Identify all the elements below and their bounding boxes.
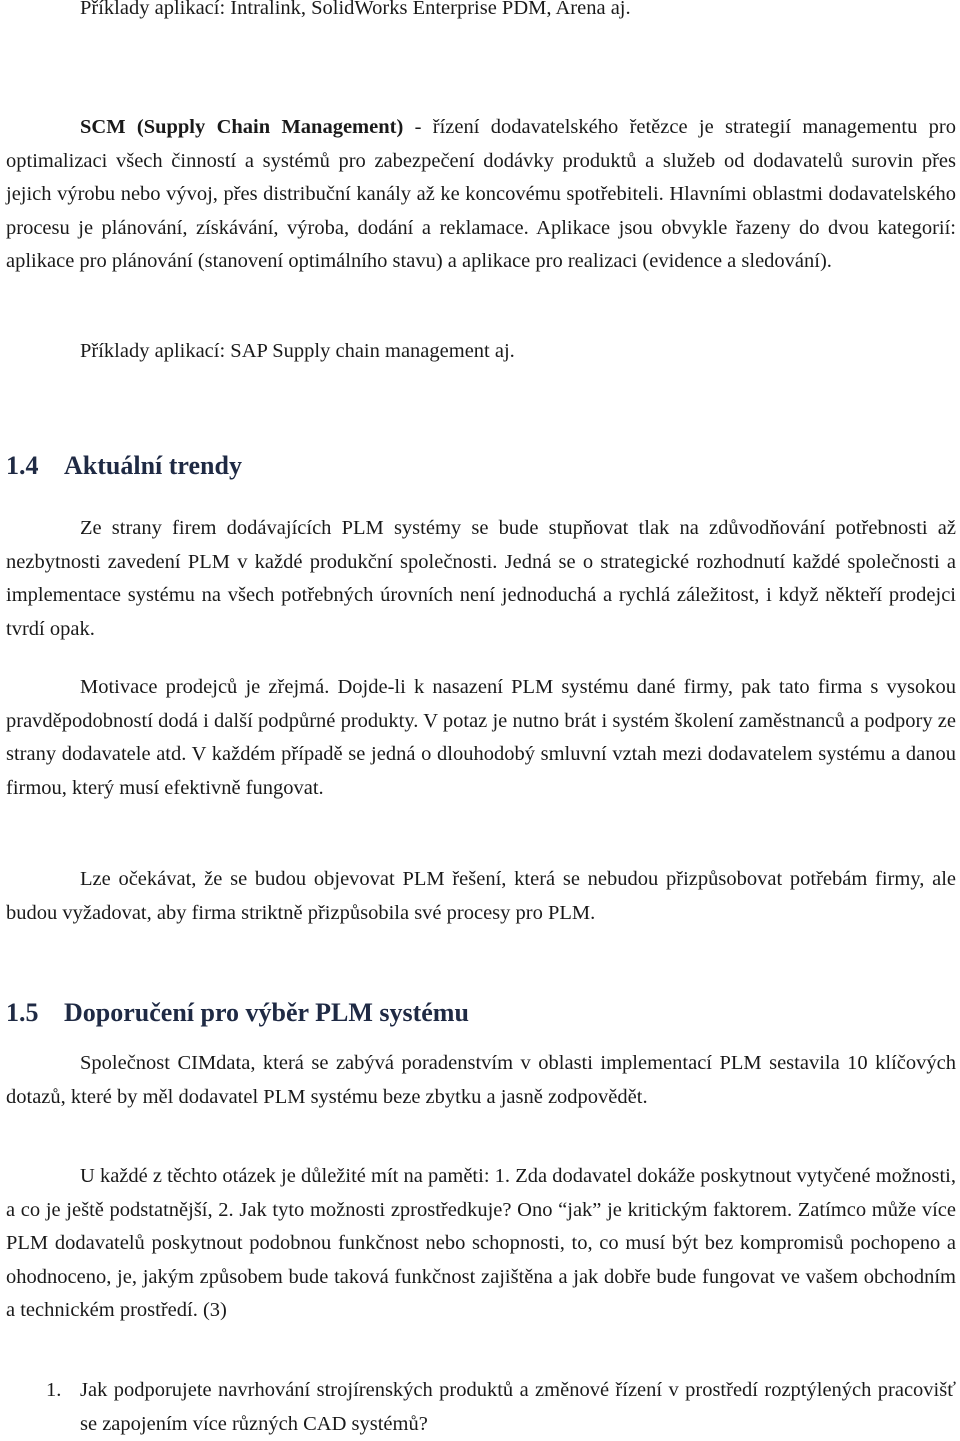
paragraph-trend-3: Lze očekávat, že se budou objevovat PLM řešení, která se nebudou přizpůsobovat potřebám firmy, ale budou vyžadovat, aby firma striktně přizpůsobila své procesy pro PLM. [6,868,956,924]
paragraph-scm [6,111,956,279]
heading-title: Aktuální trendy [64,451,242,480]
paragraph-trend-1: Ze strany firem dodávajících PLM systémy se bude stupňovat tlak na zdůvodňování potřebnosti až nezbytnosti zavedení PLM v každé produkční společnosti. Jedná se o strategické rozhodnutí každé společnosti a implementace systému na všech potřebných úrovních není jednoduchá a rychlá záležitost, i když někteří prodejci tvrdí opak. [6,517,956,640]
heading-number: 1.5 [6,998,39,1027]
heading-number: 1.4 [6,451,39,480]
list-item-text: Jak podporujete navrhování strojírenských produktů a změnové řízení v prostředí rozptýlených pracovišť se zapojením více různých CAD systémů? [80,1379,956,1435]
list-item [6,1374,956,1441]
paragraph-scm-examples: Příklady aplikací: SAP Supply chain management aj. [80,340,515,362]
list-item-number: 1. [46,1379,62,1401]
scm-term: SCM (Supply Chain Management) [80,116,404,138]
paragraph-recommendation-2: U každé z těchto otázek je důležité mít na paměti: 1. Zda dodavatel dokáže poskytnout vytyčené možnosti, a co je ještě podstatnější, 2. Jak tyto možnosti zprostředkuje? Ono “jak” je kritickým faktorem. Zatímco může více PLM dodavatelů poskytnout podobnou funkčnost nebo schopnosti, to, co musí být bez kompromisů pochopeno a ohodnoceno, je, jakým způsobem bude taková funkčnost zajištěna a jak dobře bude fungovat ve vašem obchodním a technickém prostředí. (3) [6,1165,956,1321]
paragraph-intro: Příklady aplikací: Intralink, SolidWorks Enterprise PDM, Arena aj. [80,0,631,19]
heading-trends [6,451,242,481]
numbered-list [6,1374,956,1441]
paragraph-trend-2: Motivace prodejců je zřejmá. Dojde-li k nasazení PLM systému dané firmy, pak tato firma s vysokou pravděpodobností dodá i další podpůrné produkty. V potaz je nutno brát i systém školení zaměstnanců a podpory ze strany dodavatele atd. V každém případě se jedná o dlouhodobý smluvní vztah mezi dodavatelem systému a danou firmou, který musí efektivně fungovat. [6,676,956,799]
paragraph-recommendation-1: Společnost CIMdata, která se zabývá poradenstvím v oblasti implementací PLM sestavila 10 klíčových dotazů, které by měl dodavatel PLM systému beze zbytku a jasně zodpovědět. [6,1052,956,1108]
scm-description: - řízení dodavatelského řetězce je strategií managementu pro optimalizaci všech činností a systémů pro zabezpečení dodávky produktů a služeb od dodavatelů surovin přes jejich výrobu nebo vývoj, přes distribuční kanály až ke koncovému spotřebiteli. Hlavními oblastmi dodavatelského procesu je plánování, získávání, výroba, dodání a reklamace. Aplikace jsou obvykle řazeny do dvou kategorií: aplikace pro plánování (stanovení optimálního stavu) a aplikace pro realizaci (evidence a sledování). [6,116,956,272]
heading-title: Doporučení pro výběr PLM systému [64,998,469,1027]
heading-recommendation [6,998,469,1028]
